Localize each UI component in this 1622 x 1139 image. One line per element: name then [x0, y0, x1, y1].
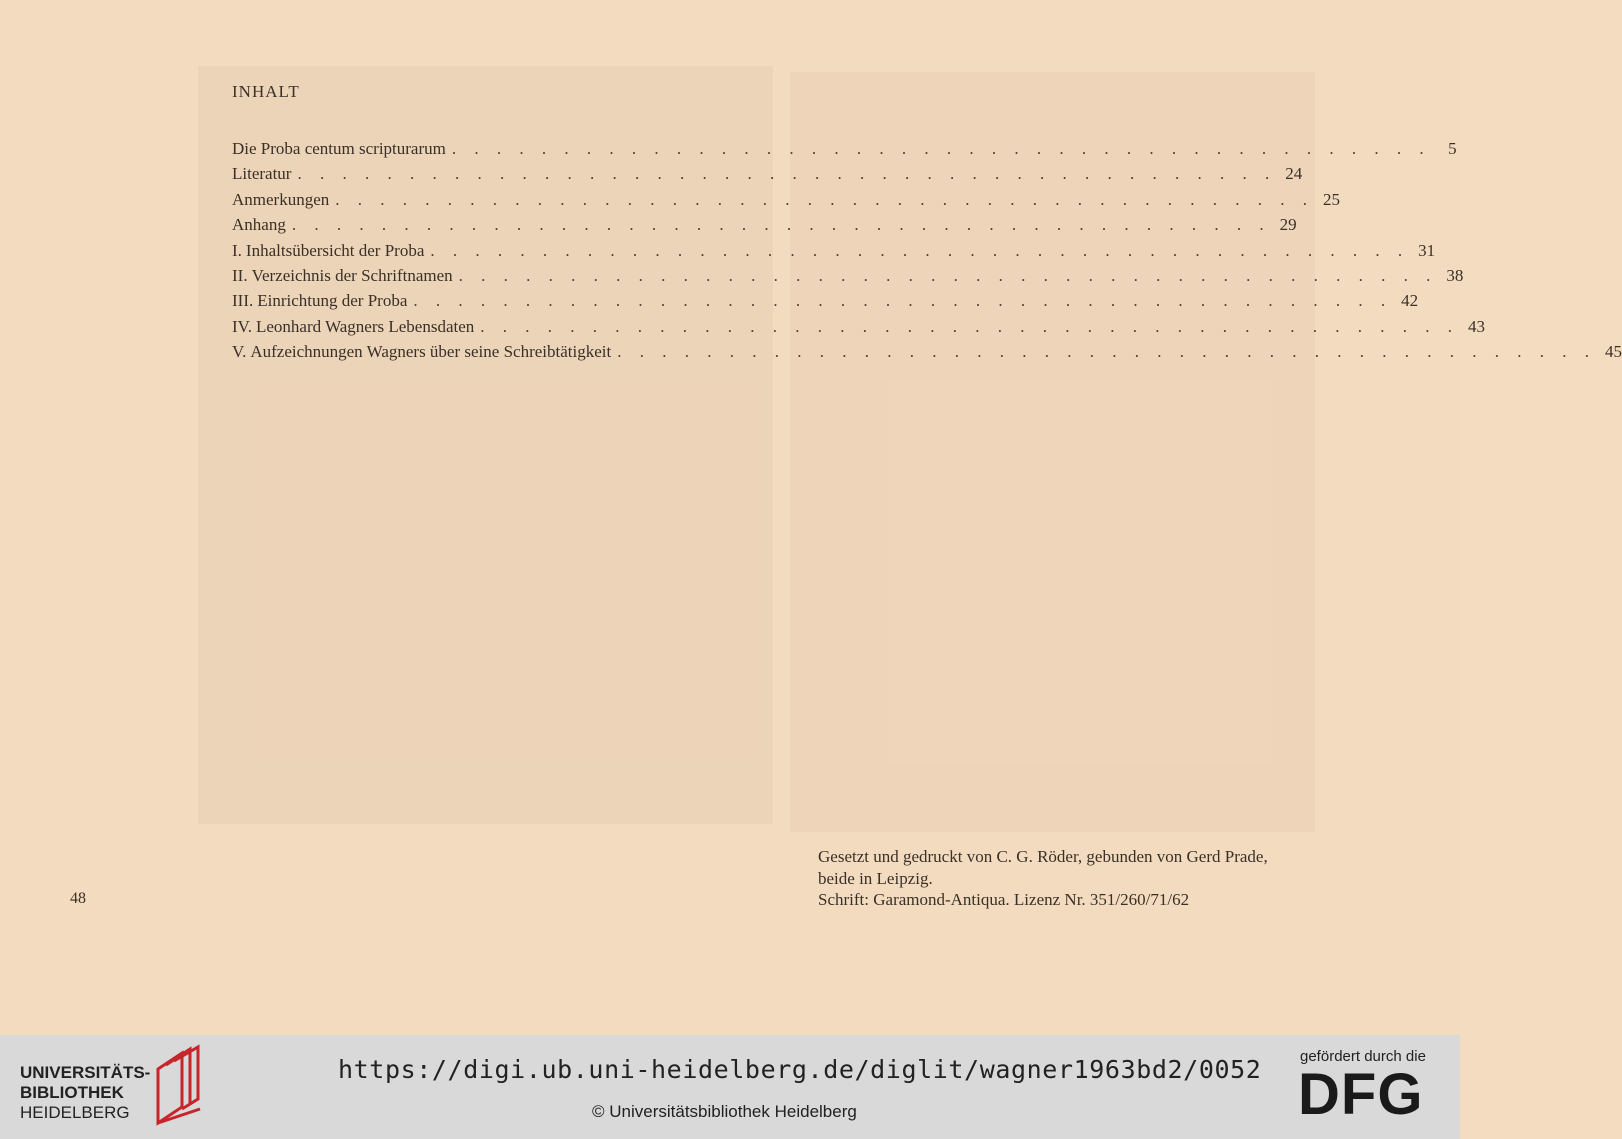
toc-entry-label: Anmerkungen	[232, 189, 330, 209]
library-name-line: UNIVERSITÄTS-	[20, 1063, 151, 1082]
toc-leader-dots: . . . . . . . . . . . . . . . . . . . . . . . . . . . . . . . . . . . . . . . . . . . .	[430, 240, 1410, 260]
library-logo[interactable]	[20, 1047, 210, 1127]
toc-entry-label: Die Proba centum scripturarum	[232, 139, 446, 158]
toc-entry-label: Anhang	[232, 215, 286, 235]
toc-entry-number: V.	[232, 342, 247, 362]
toc-entry-page: 43	[1468, 316, 1486, 336]
toc-entry-label: Aufzeichnungen Wagners über seine Schreibtätigkeit	[250, 342, 612, 362]
page-number: 48	[70, 890, 86, 907]
toc-entry	[232, 187, 1341, 212]
colophon	[818, 846, 1348, 911]
colophon-line: Gesetzt und gedruckt von C. G. Röder, gebunden von Gerd Prade,	[818, 847, 1268, 866]
toc-leader-dots: . . . . . . . . . . . . . . . . . . . . . . . . . . . . . . . . . . . . . . . . . . . .	[297, 164, 1277, 184]
toc-entry-page: 29	[1279, 215, 1297, 235]
toc-entry	[232, 263, 1464, 288]
toc-entry-label: Einrichtung der Proba	[257, 291, 408, 311]
toc-entry-page: 25	[1323, 189, 1341, 209]
toc-heading: INHALT	[232, 82, 300, 101]
toc-leader-dots: . . . . . . . . . . . . . . . . . . . . . . . . . . . . . . . . . . . . . . . . . . . .	[413, 291, 1393, 311]
toc-entry	[232, 288, 1419, 313]
toc-leader-dots: . . . . . . . . . . . . . . . . . . . . . . . . . . . . . . . . . . . . . . . . . . . .	[335, 189, 1315, 209]
library-name-line: BIBLIOTHEK	[20, 1083, 124, 1102]
toc-entry-label: Verzeichnis der Schriftnamen	[251, 265, 453, 285]
toc-leader-dots: . . . . . . . . . . . . . . . . . . . . . . . . . . . . . . . . . . . . . . . . . . . .	[617, 342, 1596, 362]
toc-entry-number: III.	[232, 291, 254, 311]
toc-entry	[232, 339, 1622, 364]
toc-leader-dots: . . . . . . . . . . . . . . . . . . . . . . . . . . . . . . . . . . . . . . . . . . . .	[451, 139, 1431, 158]
viewer-footer	[0, 1035, 1460, 1139]
copyright-notice: © Universitätsbibliothek Heidelberg	[592, 1102, 857, 1121]
toc-entry	[232, 161, 1303, 186]
toc-leader-dots: . . . . . . . . . . . . . . . . . . . . . . . . . . . . . . . . . . . . . . . . . . . .	[458, 265, 1438, 285]
toc-entry-number: II.	[232, 265, 248, 285]
dfg-caption: gefördert durch die	[1300, 1048, 1426, 1065]
library-book-icon	[148, 1047, 208, 1125]
permalink-url[interactable]: https://digi.ub.uni-heidelberg.de/diglit/wagner1963bd2/0052	[338, 1055, 1262, 1084]
toc-entry-page: 5	[1448, 139, 1457, 158]
toc-entry-label: Literatur	[232, 164, 292, 184]
toc-entry-label: Leonhard Wagners Lebensdaten	[256, 316, 475, 336]
toc-entry-page: 42	[1401, 291, 1419, 311]
toc-entry-page: 31	[1418, 240, 1436, 260]
toc-entry	[232, 212, 1297, 237]
toc-entry-page: 45	[1604, 342, 1622, 362]
dfg-logo[interactable]: DFG	[1298, 1062, 1424, 1127]
toc-entry	[232, 238, 1436, 263]
toc-entry-label: Inhaltsübersicht der Proba	[245, 240, 425, 260]
colophon-line: Schrift: Garamond-Antiqua. Lizenz Nr. 351/260/71/62	[818, 890, 1190, 909]
toc-entry-number: I.	[232, 240, 242, 260]
toc-entry-number: IV.	[232, 316, 252, 336]
toc-entry	[232, 314, 1486, 339]
toc-leader-dots: . . . . . . . . . . . . . . . . . . . . . . . . . . . . . . . . . . . . . . . . . . . .	[291, 215, 1271, 235]
toc-leader-dots: . . . . . . . . . . . . . . . . . . . . . . . . . . . . . . . . . . . . . . . . . . . .	[480, 316, 1460, 336]
toc-entry	[232, 136, 1457, 161]
library-name-line: HEIDELBERG	[20, 1103, 130, 1122]
library-name	[20, 1063, 150, 1123]
toc-entry-page: 24	[1285, 164, 1303, 184]
toc-entry-page: 38	[1446, 265, 1464, 285]
table-of-contents	[232, 136, 1622, 365]
colophon-line: beide in Leipzig.	[818, 868, 933, 888]
